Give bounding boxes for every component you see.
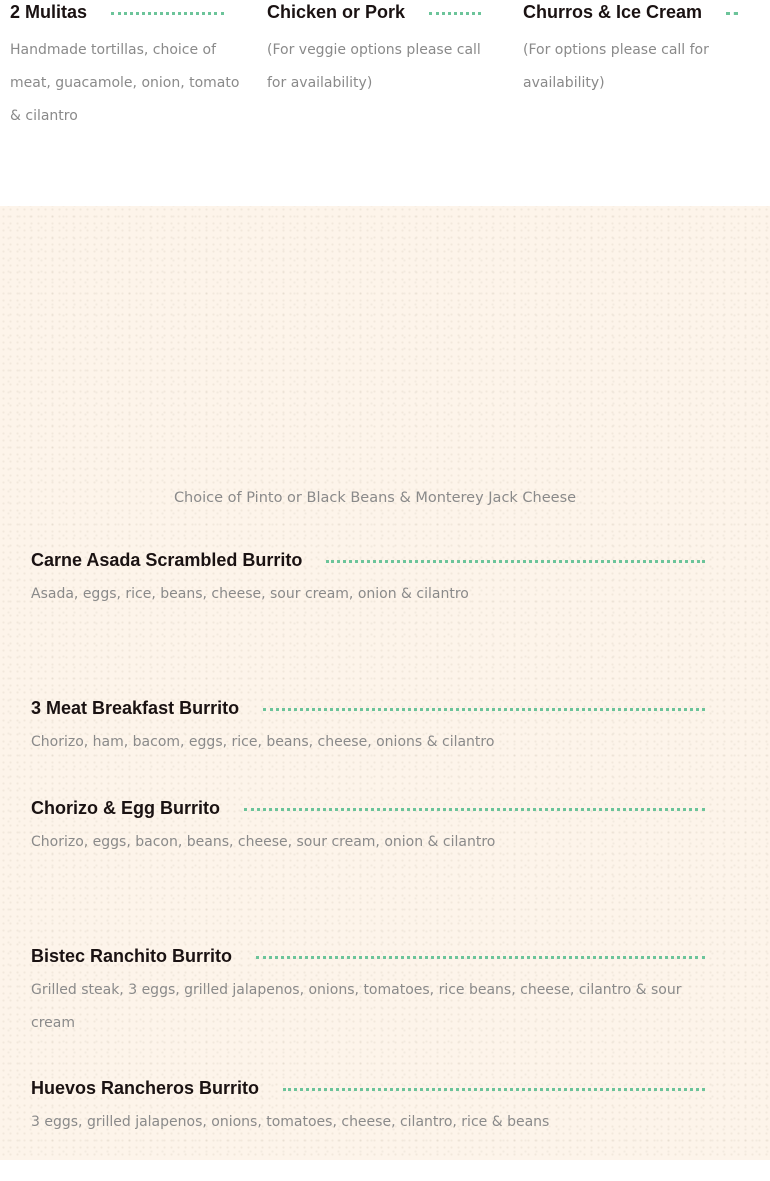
menu-item-churros: [523, 0, 759, 100]
item-title: Huevos Rancheros Burrito: [31, 1078, 260, 1098]
dot-leader: [283, 1088, 705, 1091]
dot-leader: [111, 12, 224, 15]
item-title: Carne Asada Scrambled Burrito: [31, 550, 303, 570]
section-subtitle: Choice of Pinto or Black Beans & Monterey Jack Cheese: [173, 490, 577, 506]
dot-leader: [429, 12, 481, 15]
dot-leader: [263, 708, 705, 711]
top-menu-section: [0, 0, 770, 206]
item-description: Asada, eggs, rice, beans, cheese, sour cream, onion & cilantro: [31, 586, 469, 602]
item-title: Churros & Ice Cream: [523, 2, 703, 22]
item-description: (For veggie options please call for availability): [267, 42, 481, 91]
item-description: (For options please call for availability): [523, 42, 709, 91]
dot-leader: [244, 808, 705, 811]
item-description: Grilled steak, 3 eggs, grilled jalapenos, onions, tomatoes, rice beans, cheese, cilantro & sour cream: [31, 982, 682, 1031]
burrito-section: [0, 206, 770, 1160]
item-title: Chorizo & Egg Burrito: [31, 798, 220, 818]
dot-leader: [326, 560, 705, 563]
item-title: Bistec Ranchito Burrito: [31, 946, 233, 966]
menu-item-chicken-or-pork: [267, 0, 503, 100]
dot-leader: [726, 12, 738, 15]
item-header: [10, 0, 243, 26]
item-header: [523, 0, 759, 26]
item-title: 2 Mulitas: [10, 2, 88, 22]
item-description: Chorizo, ham, bacom, eggs, rice, beans, cheese, onions & cilantro: [31, 734, 495, 750]
item-title: Chicken or Pork: [267, 2, 406, 22]
dot-leader: [256, 956, 705, 959]
menu-item-mulitas: [10, 0, 243, 133]
item-description: 3 eggs, grilled jalapenos, onions, tomatoes, cheese, cilantro, rice & beans: [31, 1114, 550, 1130]
item-description: Chorizo, eggs, bacon, beans, cheese, sour cream, onion & cilantro: [31, 834, 496, 850]
item-title: 3 Meat Breakfast Burrito: [31, 698, 240, 718]
item-header: [267, 0, 503, 26]
item-description: Handmade tortillas, choice of meat, guacamole, onion, tomato & cilantro: [10, 42, 240, 124]
